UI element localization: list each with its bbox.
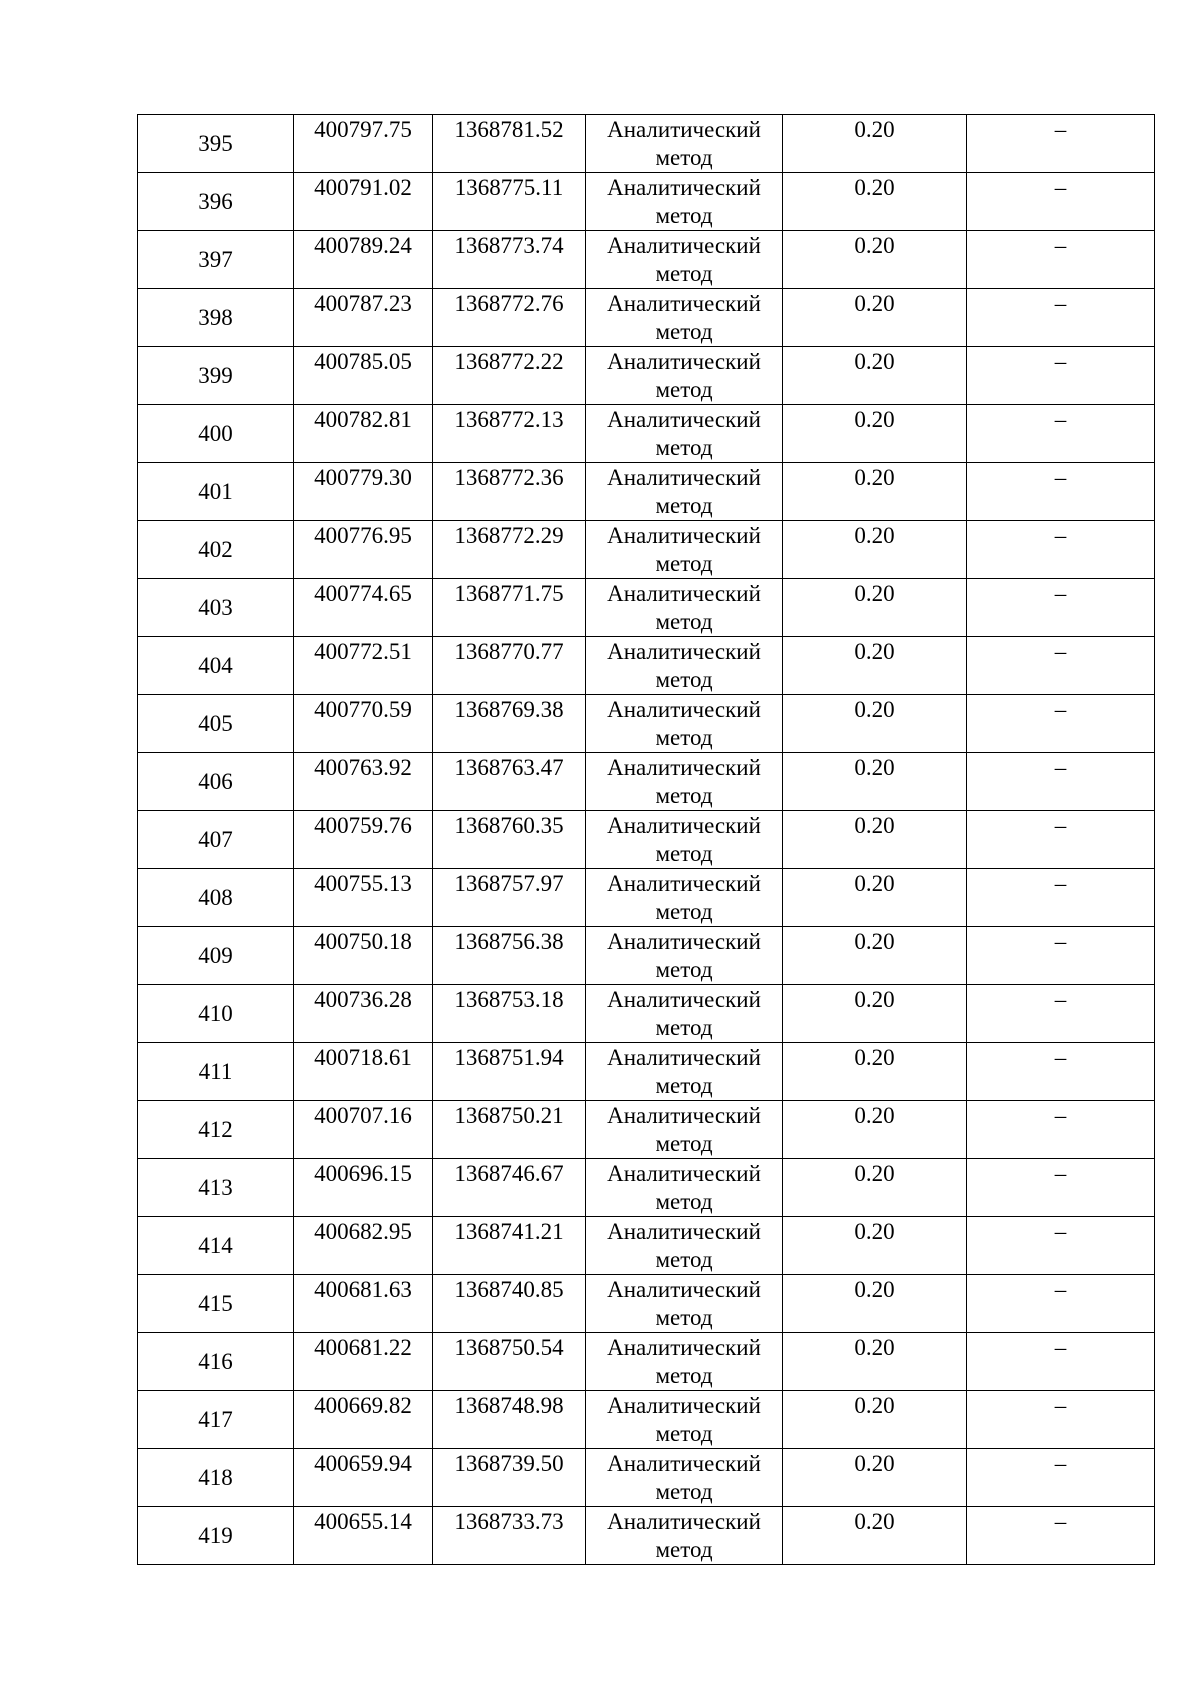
accuracy-value-cell: 0.20 [783, 463, 967, 521]
y-coordinate-cell: 1368741.21 [433, 1217, 586, 1275]
x-coordinate-cell: 400791.02 [294, 173, 433, 231]
accuracy-value-cell: 0.20 [783, 405, 967, 463]
method-cell [586, 753, 783, 811]
y-coordinate-cell: 1368773.74 [433, 231, 586, 289]
method-line-2: метод [655, 145, 713, 170]
method-line-2: метод [655, 1015, 713, 1040]
point-number-cell: 396 [138, 173, 294, 231]
method-cell [586, 637, 783, 695]
y-coordinate-cell: 1368751.94 [433, 1043, 586, 1101]
method-cell [586, 1507, 783, 1565]
method-line-2: метод [655, 435, 713, 460]
method-line-2: метод [655, 1247, 713, 1272]
accuracy-value-cell: 0.20 [783, 1217, 967, 1275]
dash-cell: – [967, 1391, 1155, 1449]
method-line-1: Аналитический [607, 1509, 761, 1534]
method-line-1: Аналитический [607, 697, 761, 722]
point-number-cell: 407 [138, 811, 294, 869]
dash-cell: – [967, 405, 1155, 463]
method-line-2: метод [655, 1131, 713, 1156]
method-line-2: метод [655, 899, 713, 924]
accuracy-value-cell: 0.20 [783, 1275, 967, 1333]
method-cell [586, 869, 783, 927]
method-cell [586, 1101, 783, 1159]
method-cell [586, 521, 783, 579]
dash-cell: – [967, 231, 1155, 289]
method-line-2: метод [655, 261, 713, 286]
dash-cell: – [967, 927, 1155, 985]
point-number-cell: 414 [138, 1217, 294, 1275]
x-coordinate-cell: 400659.94 [294, 1449, 433, 1507]
x-coordinate-cell: 400696.15 [294, 1159, 433, 1217]
y-coordinate-cell: 1368748.98 [433, 1391, 586, 1449]
dash-cell: – [967, 1217, 1155, 1275]
method-line-2: метод [655, 1363, 713, 1388]
method-cell [586, 1449, 783, 1507]
method-line-1: Аналитический [607, 1219, 761, 1244]
x-coordinate-cell: 400681.22 [294, 1333, 433, 1391]
accuracy-value-cell: 0.20 [783, 1159, 967, 1217]
point-number-cell: 417 [138, 1391, 294, 1449]
y-coordinate-cell: 1368753.18 [433, 985, 586, 1043]
method-line-1: Аналитический [607, 1161, 761, 1186]
accuracy-value-cell: 0.20 [783, 869, 967, 927]
point-number-cell: 399 [138, 347, 294, 405]
y-coordinate-cell: 1368769.38 [433, 695, 586, 753]
table-row [138, 753, 1155, 811]
method-line-1: Аналитический [607, 233, 761, 258]
y-coordinate-cell: 1368772.76 [433, 289, 586, 347]
table-row [138, 463, 1155, 521]
x-coordinate-cell: 400763.92 [294, 753, 433, 811]
method-line-1: Аналитический [607, 1103, 761, 1128]
point-number-cell: 398 [138, 289, 294, 347]
point-number-cell: 397 [138, 231, 294, 289]
method-line-1: Аналитический [607, 581, 761, 606]
table-row [138, 811, 1155, 869]
table-row [138, 231, 1155, 289]
accuracy-value-cell: 0.20 [783, 811, 967, 869]
y-coordinate-cell: 1368781.52 [433, 115, 586, 173]
coordinates-table-body [138, 115, 1155, 1565]
y-coordinate-cell: 1368771.75 [433, 579, 586, 637]
method-cell [586, 289, 783, 347]
method-cell [586, 115, 783, 173]
x-coordinate-cell: 400787.23 [294, 289, 433, 347]
method-line-2: метод [655, 203, 713, 228]
dash-cell: – [967, 869, 1155, 927]
table-row [138, 405, 1155, 463]
dash-cell: – [967, 521, 1155, 579]
dash-cell: – [967, 985, 1155, 1043]
method-line-2: метод [655, 1479, 713, 1504]
point-number-cell: 400 [138, 405, 294, 463]
table-row [138, 1043, 1155, 1101]
point-number-cell: 395 [138, 115, 294, 173]
method-line-1: Аналитический [607, 407, 761, 432]
y-coordinate-cell: 1368772.22 [433, 347, 586, 405]
point-number-cell: 406 [138, 753, 294, 811]
method-line-1: Аналитический [607, 291, 761, 316]
y-coordinate-cell: 1368770.77 [433, 637, 586, 695]
accuracy-value-cell: 0.20 [783, 1391, 967, 1449]
accuracy-value-cell: 0.20 [783, 289, 967, 347]
method-line-1: Аналитический [607, 465, 761, 490]
dash-cell: – [967, 695, 1155, 753]
method-cell [586, 463, 783, 521]
method-cell [586, 1217, 783, 1275]
accuracy-value-cell: 0.20 [783, 985, 967, 1043]
x-coordinate-cell: 400772.51 [294, 637, 433, 695]
dash-cell: – [967, 347, 1155, 405]
accuracy-value-cell: 0.20 [783, 231, 967, 289]
point-number-cell: 413 [138, 1159, 294, 1217]
point-number-cell: 410 [138, 985, 294, 1043]
table-row [138, 869, 1155, 927]
x-coordinate-cell: 400779.30 [294, 463, 433, 521]
method-line-2: метод [655, 725, 713, 750]
y-coordinate-cell: 1368740.85 [433, 1275, 586, 1333]
dash-cell: – [967, 289, 1155, 347]
x-coordinate-cell: 400785.05 [294, 347, 433, 405]
point-number-cell: 401 [138, 463, 294, 521]
dash-cell: – [967, 579, 1155, 637]
point-number-cell: 419 [138, 1507, 294, 1565]
method-line-1: Аналитический [607, 755, 761, 780]
table-row [138, 579, 1155, 637]
accuracy-value-cell: 0.20 [783, 1043, 967, 1101]
method-line-1: Аналитический [607, 1393, 761, 1418]
table-row [138, 1101, 1155, 1159]
y-coordinate-cell: 1368739.50 [433, 1449, 586, 1507]
point-number-cell: 404 [138, 637, 294, 695]
x-coordinate-cell: 400750.18 [294, 927, 433, 985]
method-line-1: Аналитический [607, 871, 761, 896]
y-coordinate-cell: 1368733.73 [433, 1507, 586, 1565]
dash-cell: – [967, 115, 1155, 173]
y-coordinate-cell: 1368772.13 [433, 405, 586, 463]
method-line-2: метод [655, 1305, 713, 1330]
method-cell [586, 1333, 783, 1391]
table-row [138, 521, 1155, 579]
method-line-2: метод [655, 1189, 713, 1214]
method-line-1: Аналитический [607, 1045, 761, 1070]
dash-cell: – [967, 173, 1155, 231]
x-coordinate-cell: 400774.65 [294, 579, 433, 637]
dash-cell: – [967, 1333, 1155, 1391]
x-coordinate-cell: 400776.95 [294, 521, 433, 579]
dash-cell: – [967, 1507, 1155, 1565]
method-line-1: Аналитический [607, 987, 761, 1012]
method-cell [586, 231, 783, 289]
method-line-2: метод [655, 551, 713, 576]
method-line-2: метод [655, 1537, 713, 1562]
method-line-2: метод [655, 957, 713, 982]
accuracy-value-cell: 0.20 [783, 637, 967, 695]
method-cell [586, 1159, 783, 1217]
method-line-2: метод [655, 319, 713, 344]
x-coordinate-cell: 400669.82 [294, 1391, 433, 1449]
x-coordinate-cell: 400655.14 [294, 1507, 433, 1565]
method-line-2: метод [655, 1073, 713, 1098]
x-coordinate-cell: 400770.59 [294, 695, 433, 753]
method-line-1: Аналитический [607, 1277, 761, 1302]
point-number-cell: 403 [138, 579, 294, 637]
point-number-cell: 416 [138, 1333, 294, 1391]
accuracy-value-cell: 0.20 [783, 579, 967, 637]
accuracy-value-cell: 0.20 [783, 1449, 967, 1507]
point-number-cell: 408 [138, 869, 294, 927]
table-row [138, 1159, 1155, 1217]
method-line-1: Аналитический [607, 1335, 761, 1360]
y-coordinate-cell: 1368772.29 [433, 521, 586, 579]
table-row [138, 1275, 1155, 1333]
dash-cell: – [967, 1449, 1155, 1507]
x-coordinate-cell: 400682.95 [294, 1217, 433, 1275]
accuracy-value-cell: 0.20 [783, 753, 967, 811]
table-row [138, 1333, 1155, 1391]
table-row [138, 1449, 1155, 1507]
method-cell [586, 1391, 783, 1449]
method-line-2: метод [655, 667, 713, 692]
table-row [138, 289, 1155, 347]
accuracy-value-cell: 0.20 [783, 521, 967, 579]
dash-cell: – [967, 811, 1155, 869]
table-row [138, 1391, 1155, 1449]
coordinates-table [137, 114, 1155, 1565]
dash-cell: – [967, 1159, 1155, 1217]
y-coordinate-cell: 1368763.47 [433, 753, 586, 811]
point-number-cell: 412 [138, 1101, 294, 1159]
point-number-cell: 415 [138, 1275, 294, 1333]
accuracy-value-cell: 0.20 [783, 173, 967, 231]
method-line-1: Аналитический [607, 639, 761, 664]
table-row [138, 173, 1155, 231]
method-cell [586, 347, 783, 405]
method-cell [586, 927, 783, 985]
table-row [138, 637, 1155, 695]
method-cell [586, 405, 783, 463]
y-coordinate-cell: 1368775.11 [433, 173, 586, 231]
x-coordinate-cell: 400759.76 [294, 811, 433, 869]
method-line-1: Аналитический [607, 929, 761, 954]
table-row [138, 1507, 1155, 1565]
x-coordinate-cell: 400718.61 [294, 1043, 433, 1101]
x-coordinate-cell: 400755.13 [294, 869, 433, 927]
method-line-2: метод [655, 783, 713, 808]
method-line-1: Аналитический [607, 813, 761, 838]
point-number-cell: 418 [138, 1449, 294, 1507]
method-line-2: метод [655, 493, 713, 518]
accuracy-value-cell: 0.20 [783, 347, 967, 405]
method-line-2: метод [655, 609, 713, 634]
x-coordinate-cell: 400782.81 [294, 405, 433, 463]
y-coordinate-cell: 1368757.97 [433, 869, 586, 927]
point-number-cell: 411 [138, 1043, 294, 1101]
table-row [138, 1217, 1155, 1275]
method-line-2: метод [655, 1421, 713, 1446]
method-cell [586, 579, 783, 637]
method-cell [586, 695, 783, 753]
x-coordinate-cell: 400681.63 [294, 1275, 433, 1333]
method-line-2: метод [655, 841, 713, 866]
table-row [138, 347, 1155, 405]
x-coordinate-cell: 400797.75 [294, 115, 433, 173]
y-coordinate-cell: 1368750.54 [433, 1333, 586, 1391]
dash-cell: – [967, 637, 1155, 695]
method-line-1: Аналитический [607, 175, 761, 200]
table-row [138, 695, 1155, 753]
y-coordinate-cell: 1368756.38 [433, 927, 586, 985]
method-line-1: Аналитический [607, 349, 761, 374]
x-coordinate-cell: 400789.24 [294, 231, 433, 289]
accuracy-value-cell: 0.20 [783, 1507, 967, 1565]
accuracy-value-cell: 0.20 [783, 695, 967, 753]
method-cell [586, 811, 783, 869]
y-coordinate-cell: 1368746.67 [433, 1159, 586, 1217]
table-row [138, 985, 1155, 1043]
dash-cell: – [967, 1043, 1155, 1101]
point-number-cell: 409 [138, 927, 294, 985]
accuracy-value-cell: 0.20 [783, 1101, 967, 1159]
table-row [138, 115, 1155, 173]
dash-cell: – [967, 463, 1155, 521]
x-coordinate-cell: 400707.16 [294, 1101, 433, 1159]
y-coordinate-cell: 1368772.36 [433, 463, 586, 521]
table-row [138, 927, 1155, 985]
method-line-1: Аналитический [607, 523, 761, 548]
dash-cell: – [967, 753, 1155, 811]
method-cell [586, 1043, 783, 1101]
method-line-1: Аналитический [607, 1451, 761, 1476]
method-cell [586, 1275, 783, 1333]
y-coordinate-cell: 1368750.21 [433, 1101, 586, 1159]
method-line-2: метод [655, 377, 713, 402]
dash-cell: – [967, 1275, 1155, 1333]
method-line-1: Аналитический [607, 117, 761, 142]
y-coordinate-cell: 1368760.35 [433, 811, 586, 869]
dash-cell: – [967, 1101, 1155, 1159]
x-coordinate-cell: 400736.28 [294, 985, 433, 1043]
accuracy-value-cell: 0.20 [783, 115, 967, 173]
accuracy-value-cell: 0.20 [783, 1333, 967, 1391]
point-number-cell: 405 [138, 695, 294, 753]
accuracy-value-cell: 0.20 [783, 927, 967, 985]
method-cell [586, 985, 783, 1043]
point-number-cell: 402 [138, 521, 294, 579]
method-cell [586, 173, 783, 231]
